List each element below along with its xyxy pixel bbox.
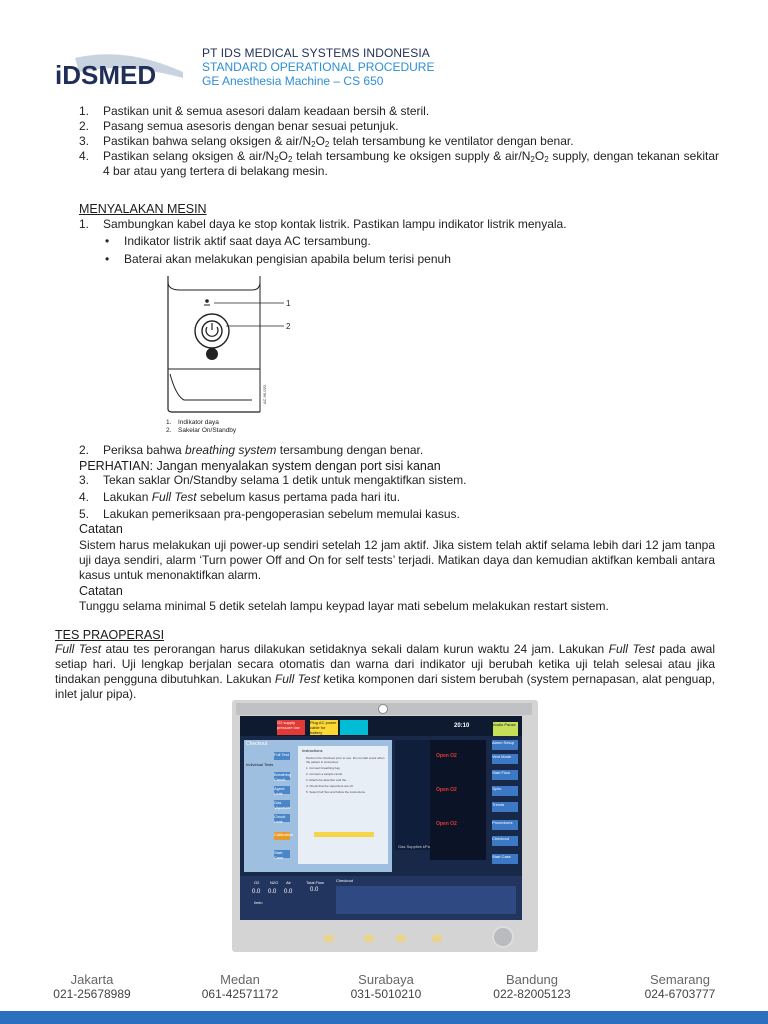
idsmed-logo <box>55 52 185 88</box>
company-name: PT IDS MEDICAL SYSTEMS INDONESIA <box>202 46 430 60</box>
footer-color-bar <box>0 1011 768 1024</box>
alarm-plug-ac: Plug AC power cable for battery <box>310 720 337 735</box>
branch-jakarta: Jakarta 021-25678989 <box>53 972 131 1001</box>
keypad-alarm-icon[interactable] <box>324 935 334 942</box>
trends-button[interactable]: Trends <box>492 802 518 812</box>
checkout-panel: Checkout Individual Tests Full Test Breathing Circuit Agent Leak Gas Vaporizer Circuit Leak Calibration Start Case Instructions Perform the Checkout prior to use. Do not start a test when the patient is connected. 1. Connect breathing bag 2. Connect a sample circuit 3. Attach the absorber and the ... 4. Check that the vaporizers are off 5. Select Full Test and follow the instructions. <box>244 740 392 872</box>
step-1: 1. Sambungkan kabel daya ke stop kontak listrik. Pastikan lampu indikator listrik menyala. <box>79 217 567 231</box>
footer-branches <box>0 972 768 1006</box>
checkout-menu-button[interactable]: Checkout <box>492 836 518 846</box>
list-item: 2. Pasang semua asesoris dengan benar sesuai petunjuk. <box>79 119 399 133</box>
keypad-bar <box>244 926 534 950</box>
list-item: 4. Pastikan selang oksigen & air/$N_2O_2$ telah tersambung ke oksigen supply & air/$N_2O_2$ supply, dengan tekanan sekitar 4 bar atau yang tertera di belakang mesin. <box>79 149 719 178</box>
doc-header <box>202 46 434 88</box>
spiro-button[interactable]: Spiro <box>492 786 518 796</box>
power-panel-figure <box>160 274 310 444</box>
machine-name: GE Anesthesia Machine – CS 650 <box>202 74 384 88</box>
step-5: 5. Lakukan pemeriksaan pra-pengoperasian sebelum memulai kasus. <box>79 507 460 521</box>
gas-vaporizer-button[interactable]: Gas Vaporizer <box>274 800 291 810</box>
section-title-menyalakan: MENYALAKAN MESIN <box>79 202 207 216</box>
procedures-button[interactable]: Procedures <box>492 820 518 830</box>
section-2-paragraph: Full Test atau tes perorangan harus dilakukan setidaknya sekali dalam kurun waktu 24 jam. Lakukan Full Test pada awal setiap hari. Uji lengkap berjalan secara otomatis dan warna dari indikator uji berubah ketika uji telah selesai atau jika tindakan pengguna dibutuhkan. Lakukan Full Test ketika komponen dari sistem berubah (system pernapasan, alat penguap, inlet jalur pipa). <box>55 642 716 701</box>
circuit-leak-button[interactable]: Circuit Leak <box>274 814 290 822</box>
keypad-home-icon[interactable] <box>432 935 442 942</box>
doc-type: STANDARD OPERATIONAL PROCEDURE <box>202 60 435 74</box>
breathing-circuit-button[interactable]: Breathing Circuit <box>274 772 292 782</box>
warning-text: PERHATIAN: Jangan menyalakan system dengan port sisi kanan <box>79 459 441 473</box>
branch-medan: Medan 061-42571172 <box>201 972 279 1001</box>
note-2-title: Catatan <box>79 584 123 598</box>
ge-logo-icon <box>378 704 388 714</box>
callout-1: 1 <box>286 299 291 308</box>
vent-mode-button[interactable]: Vent Mode <box>492 754 518 764</box>
bullet-list <box>79 232 719 268</box>
logo-text: iDSMED <box>55 60 157 88</box>
waveform-area <box>395 740 431 850</box>
note-1-text: Sistem harus melakukan uji power-up sendiri setelah 12 jam aktif. Jika sistem telah aktif selama lebih dari 12 jam tanpa uji daya sendiri, alarm ‘Turn power Off and On for self tests’ terjadi. Matikan daya dan kemudian aktifkan kembali antara kasus untuk menonaktifkan alarm. <box>79 538 715 582</box>
instructions-box: Instructions Perform the Checkout prior to use. Do not start a test when the patient is connected. 1. Connect breathing bag 2. Connect a sample circuit 3. Attach the absorber and the ... 4. Check that the vaporizers are off 5. Select Full Test and follow the instructions. <box>298 746 388 864</box>
intro-list <box>79 104 719 179</box>
agent-leak-button[interactable]: Agent Leak <box>274 786 290 794</box>
figure-legend: 1. Indikator daya 2. Sakelar On/Standby <box>166 419 237 434</box>
control-knob[interactable] <box>492 926 514 948</box>
right-menu <box>492 740 520 876</box>
flow-panel: O2 N2O Air Total Flow 0.0 0.0 0.0 0.0 l/min Checkout <box>240 876 522 920</box>
list-item: 1. Pastikan unit & semua asesori dalam keadaan bersih & steril. <box>79 104 430 118</box>
start-flow-button[interactable]: Start Flow <box>492 770 518 780</box>
full-test-button[interactable]: Full Test <box>274 752 290 760</box>
start-case-button[interactable]: Start Case <box>274 850 290 858</box>
branch-bandung: Bandung 022-82005123 <box>493 972 571 1001</box>
start-case-menu-button[interactable]: Start Case <box>492 854 518 864</box>
keypad-menu-icon[interactable] <box>364 935 374 942</box>
alarm-cyan <box>340 720 368 735</box>
step-4: 4. Lakukan Full Test sebelum kasus pertama pada hari itu. <box>79 490 401 504</box>
callout-2: 2 <box>286 322 291 331</box>
keypad-lock-icon[interactable] <box>396 935 406 942</box>
list-item: • Baterai akan melakukan pengisian apabila belum terisi penuh <box>79 250 719 268</box>
alarm-o2-supply: O2 supply pressure low <box>277 720 305 735</box>
figure-code: AC.96.020 <box>262 385 267 404</box>
section-title-tes-praoperasi: TES PRAOPERASI <box>55 628 165 642</box>
note-1-title: Catatan <box>79 522 123 536</box>
alarm-setup-button[interactable]: Alarm Setup <box>492 740 518 750</box>
list-item: 3. Pastikan bahwa selang oksigen & air/$N_2O_2$ telah tersambung ke ventilator dengan benar. <box>79 134 574 149</box>
clock: 20:10 <box>454 723 470 729</box>
audio-pause-button[interactable]: Audio Pause <box>493 722 518 736</box>
open-o2-area: Open O2 Open O2 Open O2 <box>430 740 486 860</box>
calibration-button[interactable]: Calibration <box>274 832 290 840</box>
branch-surabaya: Surabaya 031-5010210 <box>350 972 422 1001</box>
list-item: • Indikator listrik aktif saat daya AC tersambung. <box>79 232 719 250</box>
branch-semarang: Semarang 024-6703777 <box>644 972 716 1001</box>
monitor-bezel-top <box>236 703 532 715</box>
step-2: 2. Periksa bahwa breathing system tersambung dengan benar. <box>79 443 424 457</box>
step-3: 3. Tekan saklar On/Standby selama 1 detik untuk mengaktifkan sistem. <box>79 473 467 487</box>
monitor-screen: O2 supply pressure low Plug AC power cable for battery 20:10 Audio Pause Checkout Individual Tests Full Test Breathing Circuit Agent Leak Gas Vaporizer Circuit Leak Calibration Start Case Instructions Perform the Checkout prior to use. Do not start a test when the patient is connected. 1. Connect breathing bag 2. Connect a sample circuit 3. Attach the absorber and the ... 4. Check that the vaporizers are off 5. Select Full Test and follow the instructions. Open O2 Open O2 Open O2 Gas Supplies kPa Alarm Setup Vent Mode Start Flow Spiro Trends Procedures Checkout Start Case O2 N2O Air Total Flow 0.0 0.0 0.0 0.0 l/min Checkout <box>240 716 522 920</box>
note-2-text: Tunggu selama minimal 5 detik setelah lampu keypad layar mati sebelum melakukan restart sistem. <box>79 599 609 613</box>
